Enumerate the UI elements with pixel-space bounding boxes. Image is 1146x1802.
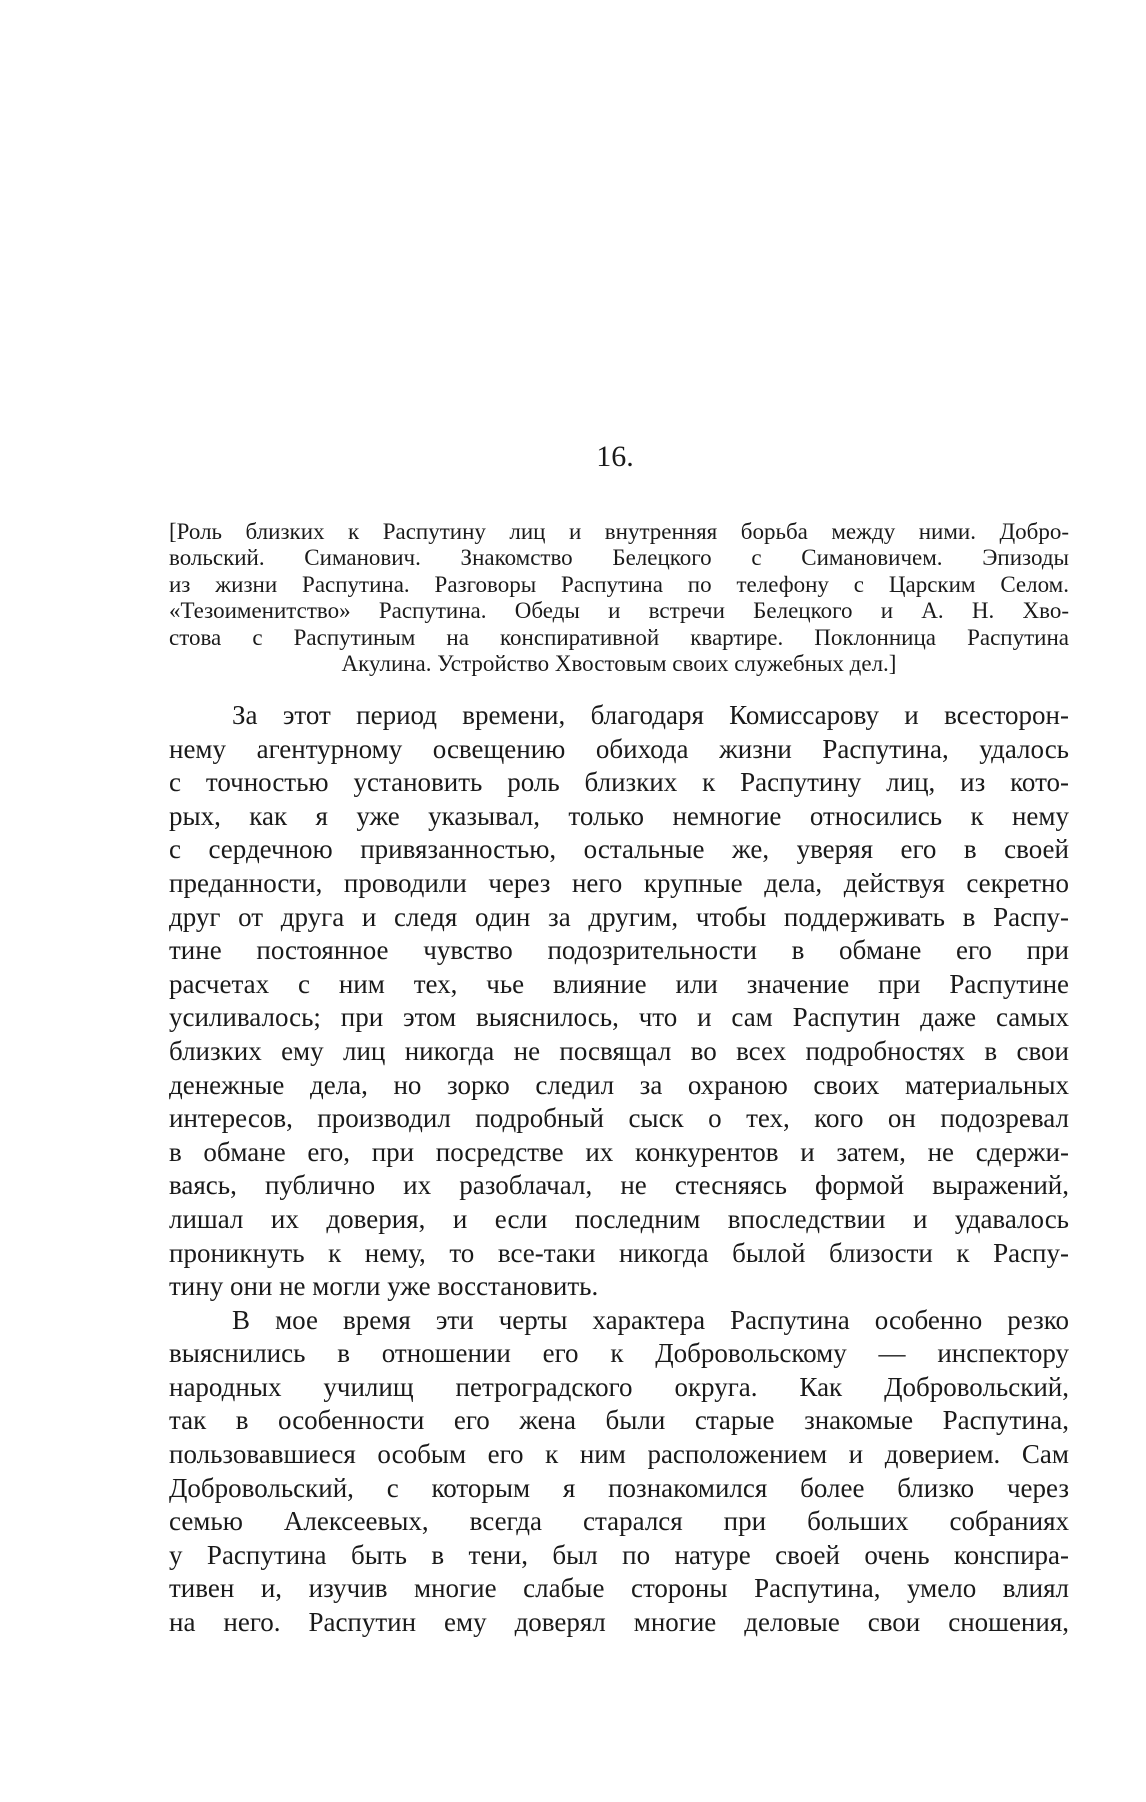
body-line: так в особенности его жена были старые знакомые Распутина, <box>169 1405 1069 1436</box>
body-line: с точностью установить роль близких к Распутину лиц, из кото- <box>169 767 1069 798</box>
chapter-number: 16. <box>596 440 634 473</box>
body-line: пользовавшиеся особым его к ним расположением и доверием. Сам <box>169 1439 1069 1470</box>
body-line: тину они не могли уже восстановить. <box>169 1271 599 1302</box>
body-line: на него. Распутин ему доверял многие деловые свои сношения, <box>169 1607 1069 1638</box>
body-line: тивен и, изучив многие слабые стороны Распутина, умело влиял <box>169 1573 1069 1604</box>
summary-line: из жизни Распутина. Разговоры Распутина по телефону с Царским Селом. <box>169 571 1069 597</box>
body-line: В мое время эти черты характера Распутина особенно резко <box>232 1304 1069 1335</box>
body-line: близких ему лиц никогда не посвящал во всех подробностях в свои <box>169 1035 1069 1066</box>
body-line: преданности, проводили через него крупные дела, действуя секретно <box>169 867 1069 898</box>
summary-line: «Тезоименитство» Распутина. Обеды и встречи Белецкого и А. Н. Хво- <box>169 598 1069 624</box>
body-line: семью Алексеевых, всегда старался при больших собраниях <box>169 1506 1069 1537</box>
body-line: тине постоянное чувство подозрительности в обмане его при <box>169 935 1069 966</box>
body-line: у Распутина быть в тени, был по натуре своей очень конспира- <box>169 1539 1069 1570</box>
body-line: проникнуть к нему, то все-таки никогда былой близости к Распу- <box>169 1237 1069 1268</box>
body-line: с сердечною привязанностью, остальные же, уверяя его в своей <box>169 834 1069 865</box>
body-line: друг от друга и следя один за другим, чтобы поддерживать в Распу- <box>169 901 1069 932</box>
body-text <box>169 699 1069 1640</box>
summary-line: [Роль близких к Распутину лиц и внутренняя борьба между ними. Добро- <box>169 519 1069 544</box>
body-line: За этот период времени, благодаря Комиссарову и всесторон- <box>232 700 1069 730</box>
body-line: ваясь, публично их разоблачал, не стесняясь формой выражений, <box>169 1170 1069 1201</box>
body-line: лишал их доверия, и если последним впоследствии и удавалось <box>169 1203 1069 1234</box>
body-line: нему агентурному освещению обихода жизни Распутина, удалось <box>169 733 1069 764</box>
body-line: расчетах с ним тех, чье влияние или значение при Распутине <box>169 968 1069 999</box>
chapter-summary <box>169 519 1069 677</box>
body-line: рых, как я уже указывал, только немногие относились к нему <box>169 800 1069 831</box>
body-line: усиливалось; при этом выяснилось, что и сам Распутин даже самых <box>169 1002 1069 1033</box>
summary-line: Акулина. Устройство Хвостовым своих служебных дел.] <box>341 651 897 677</box>
body-line: денежные дела, но зорко следил за охраною своих материальных <box>169 1069 1069 1100</box>
body-line: выяснились в отношении его к Добровольскому — инспектору <box>169 1338 1069 1369</box>
summary-line: стова с Распутиным на конспиративной квартире. Поклонница Распутина <box>169 624 1069 650</box>
body-line: в обмане его, при посредстве их конкурентов и затем, не сдержи- <box>169 1136 1069 1167</box>
summary-line: вольский. Симанович. Знакомство Белецкого с Симановичем. Эпизоды <box>169 545 1069 571</box>
body-line: интересов, производил подробный сыск о тех, кого он подозревал <box>169 1103 1069 1134</box>
body-line: Добровольский, с которым я познакомился более близко через <box>169 1472 1069 1503</box>
body-line: народных училищ петроградского округа. Как Добровольский, <box>169 1371 1069 1402</box>
